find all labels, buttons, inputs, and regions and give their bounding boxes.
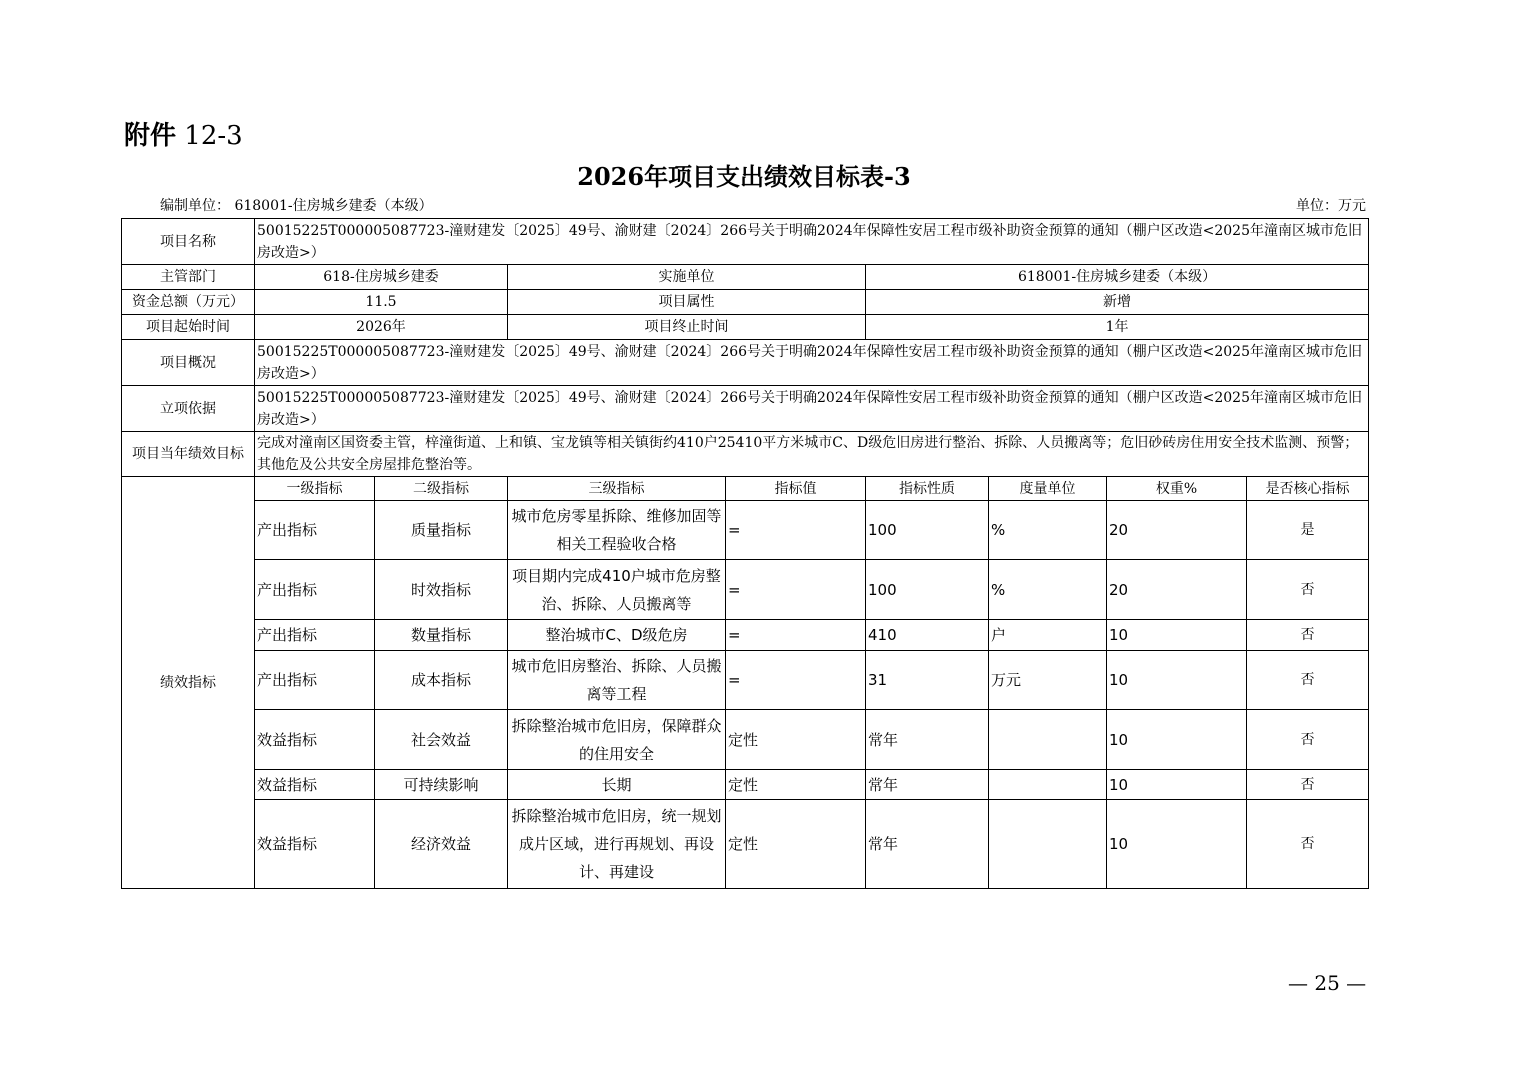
table-row bbox=[122, 501, 1369, 560]
goal-value: 完成对潼南区国资委主管，梓潼街道、上和镇、宝龙镇等相关镇街约410户25410平方米城市C、D级危旧房进行整治、拆除、人员搬离等；危旧砂砖房住用安全技术监测、预警；其他危及公共安全房屋排危整治等。 bbox=[255, 432, 1369, 477]
impl-value: 618001-住房城乡建委（本级） bbox=[866, 265, 1369, 290]
level1-cell: 效益指标 bbox=[255, 710, 375, 770]
level2-cell: 时效指标 bbox=[375, 560, 508, 620]
header-unit: 度量单位 bbox=[989, 477, 1107, 501]
level3-cell: 长期 bbox=[508, 770, 726, 800]
value-cell: 31 bbox=[866, 651, 989, 710]
level1-cell: 产出指标 bbox=[255, 501, 375, 560]
basis-label: 立项依据 bbox=[122, 386, 255, 432]
attachment-prefix: 附件 bbox=[124, 121, 177, 151]
value-cell: 100 bbox=[866, 501, 989, 560]
weight-cell: 10 bbox=[1107, 800, 1247, 889]
overview-label: 项目概况 bbox=[122, 340, 255, 386]
weight-cell: 10 bbox=[1107, 710, 1247, 770]
operator-cell: = bbox=[726, 620, 866, 651]
start-value: 2026年 bbox=[255, 315, 508, 340]
level2-cell: 可持续影响 bbox=[375, 770, 508, 800]
impl-label: 实施单位 bbox=[508, 265, 866, 290]
row-time bbox=[122, 315, 1369, 340]
operator-cell: = bbox=[726, 651, 866, 710]
value-cell: 410 bbox=[866, 620, 989, 651]
row-dept bbox=[122, 265, 1369, 290]
header-weight: 权重% bbox=[1107, 477, 1247, 501]
table-row bbox=[122, 560, 1369, 620]
level1-cell: 效益指标 bbox=[255, 800, 375, 889]
weight-cell: 10 bbox=[1107, 770, 1247, 800]
row-fund bbox=[122, 290, 1369, 315]
unit-cell: 户 bbox=[989, 620, 1107, 651]
header-level1: 一级指标 bbox=[255, 477, 375, 501]
performance-table bbox=[121, 218, 1369, 889]
level2-cell: 质量指标 bbox=[375, 501, 508, 560]
level3-cell: 拆除整治城市危旧房，保障群众的住用安全 bbox=[508, 710, 726, 770]
page-number: — 25 — bbox=[1288, 971, 1367, 995]
operator-cell: = bbox=[726, 560, 866, 620]
row-project-name bbox=[122, 219, 1369, 265]
level1-cell: 产出指标 bbox=[255, 651, 375, 710]
attr-label: 项目属性 bbox=[508, 290, 866, 315]
core-cell: 否 bbox=[1247, 710, 1369, 770]
value-cell: 常年 bbox=[866, 800, 989, 889]
project-name-label: 项目名称 bbox=[122, 219, 255, 265]
table-row bbox=[122, 651, 1369, 710]
level3-cell: 整治城市C、D级危房 bbox=[508, 620, 726, 651]
level2-cell: 成本指标 bbox=[375, 651, 508, 710]
attachment-number: 12-3 bbox=[184, 121, 243, 151]
operator-cell: = bbox=[726, 501, 866, 560]
end-label: 项目终止时间 bbox=[508, 315, 866, 340]
org-label: 编制单位： bbox=[160, 198, 230, 214]
core-cell: 是 bbox=[1247, 501, 1369, 560]
start-label: 项目起始时间 bbox=[122, 315, 255, 340]
unit-cell bbox=[989, 800, 1107, 889]
header-value: 指标值 bbox=[726, 477, 866, 501]
weight-cell: 20 bbox=[1107, 501, 1247, 560]
level3-cell: 城市危旧房整治、拆除、人员搬离等工程 bbox=[508, 651, 726, 710]
org-line bbox=[160, 196, 433, 216]
unit-cell bbox=[989, 770, 1107, 800]
core-cell: 否 bbox=[1247, 770, 1369, 800]
page-title: 2026年项目支出绩效目标表-3 bbox=[577, 162, 911, 191]
unit-cell: % bbox=[989, 560, 1107, 620]
core-cell: 否 bbox=[1247, 651, 1369, 710]
unit-cell bbox=[989, 710, 1107, 770]
table-row bbox=[122, 710, 1369, 770]
header-nature: 指标性质 bbox=[866, 477, 989, 501]
level1-cell: 产出指标 bbox=[255, 560, 375, 620]
dept-value: 618-住房城乡建委 bbox=[255, 265, 508, 290]
weight-cell: 20 bbox=[1107, 560, 1247, 620]
indicator-header-row bbox=[122, 477, 1369, 501]
level2-cell: 经济效益 bbox=[375, 800, 508, 889]
header-core: 是否核心指标 bbox=[1247, 477, 1369, 501]
unit-label: 单位：万元 bbox=[1296, 198, 1366, 214]
table-row bbox=[122, 620, 1369, 651]
core-cell: 否 bbox=[1247, 800, 1369, 889]
value-cell: 常年 bbox=[866, 770, 989, 800]
operator-cell: 定性 bbox=[726, 800, 866, 889]
level2-cell: 数量指标 bbox=[375, 620, 508, 651]
table-row bbox=[122, 770, 1369, 800]
project-name-value: 50015225T000005087723-潼财建发〔2025〕49号、渝财建〔2024〕266号关于明确2024年保障性安居工程市级补助资金预算的通知（棚户区改造<2025年潼南区城市危旧房改造>） bbox=[255, 219, 1369, 265]
level3-cell: 项目期内完成410户城市危房整治、拆除、人员搬离等 bbox=[508, 560, 726, 620]
org-value: 618001-住房城乡建委（本级） bbox=[234, 198, 433, 214]
fund-label: 资金总额（万元） bbox=[122, 290, 255, 315]
table-row bbox=[122, 800, 1369, 889]
fund-value: 11.5 bbox=[255, 290, 508, 315]
weight-cell: 10 bbox=[1107, 651, 1247, 710]
basis-value: 50015225T000005087723-潼财建发〔2025〕49号、渝财建〔2024〕266号关于明确2024年保障性安居工程市级补助资金预算的通知（棚户区改造<2025年潼南区城市危旧房改造>） bbox=[255, 386, 1369, 432]
indicator-section-label: 绩效指标 bbox=[122, 477, 255, 889]
goal-label: 项目当年绩效目标 bbox=[122, 432, 255, 477]
operator-cell: 定性 bbox=[726, 710, 866, 770]
dept-label: 主管部门 bbox=[122, 265, 255, 290]
unit-cell: 万元 bbox=[989, 651, 1107, 710]
level3-cell: 城市危房零星拆除、维修加固等相关工程验收合格 bbox=[508, 501, 726, 560]
level3-cell: 拆除整治城市危旧房，统一规划成片区域，进行再规划、再设计、再建设 bbox=[508, 800, 726, 889]
core-cell: 否 bbox=[1247, 560, 1369, 620]
header-level2: 二级指标 bbox=[375, 477, 508, 501]
end-value: 1年 bbox=[866, 315, 1369, 340]
level1-cell: 产出指标 bbox=[255, 620, 375, 651]
row-overview bbox=[122, 340, 1369, 386]
unit-cell: % bbox=[989, 501, 1107, 560]
attr-value: 新增 bbox=[866, 290, 1369, 315]
header-level3: 三级指标 bbox=[508, 477, 726, 501]
core-cell: 否 bbox=[1247, 620, 1369, 651]
row-goal bbox=[122, 432, 1369, 477]
overview-value: 50015225T000005087723-潼财建发〔2025〕49号、渝财建〔2024〕266号关于明确2024年保障性安居工程市级补助资金预算的通知（棚户区改造<2025年潼南区城市危旧房改造>） bbox=[255, 340, 1369, 386]
level1-cell: 效益指标 bbox=[255, 770, 375, 800]
level2-cell: 社会效益 bbox=[375, 710, 508, 770]
row-basis bbox=[122, 386, 1369, 432]
value-cell: 常年 bbox=[866, 710, 989, 770]
value-cell: 100 bbox=[866, 560, 989, 620]
weight-cell: 10 bbox=[1107, 620, 1247, 651]
attachment-label bbox=[124, 116, 243, 156]
operator-cell: 定性 bbox=[726, 770, 866, 800]
